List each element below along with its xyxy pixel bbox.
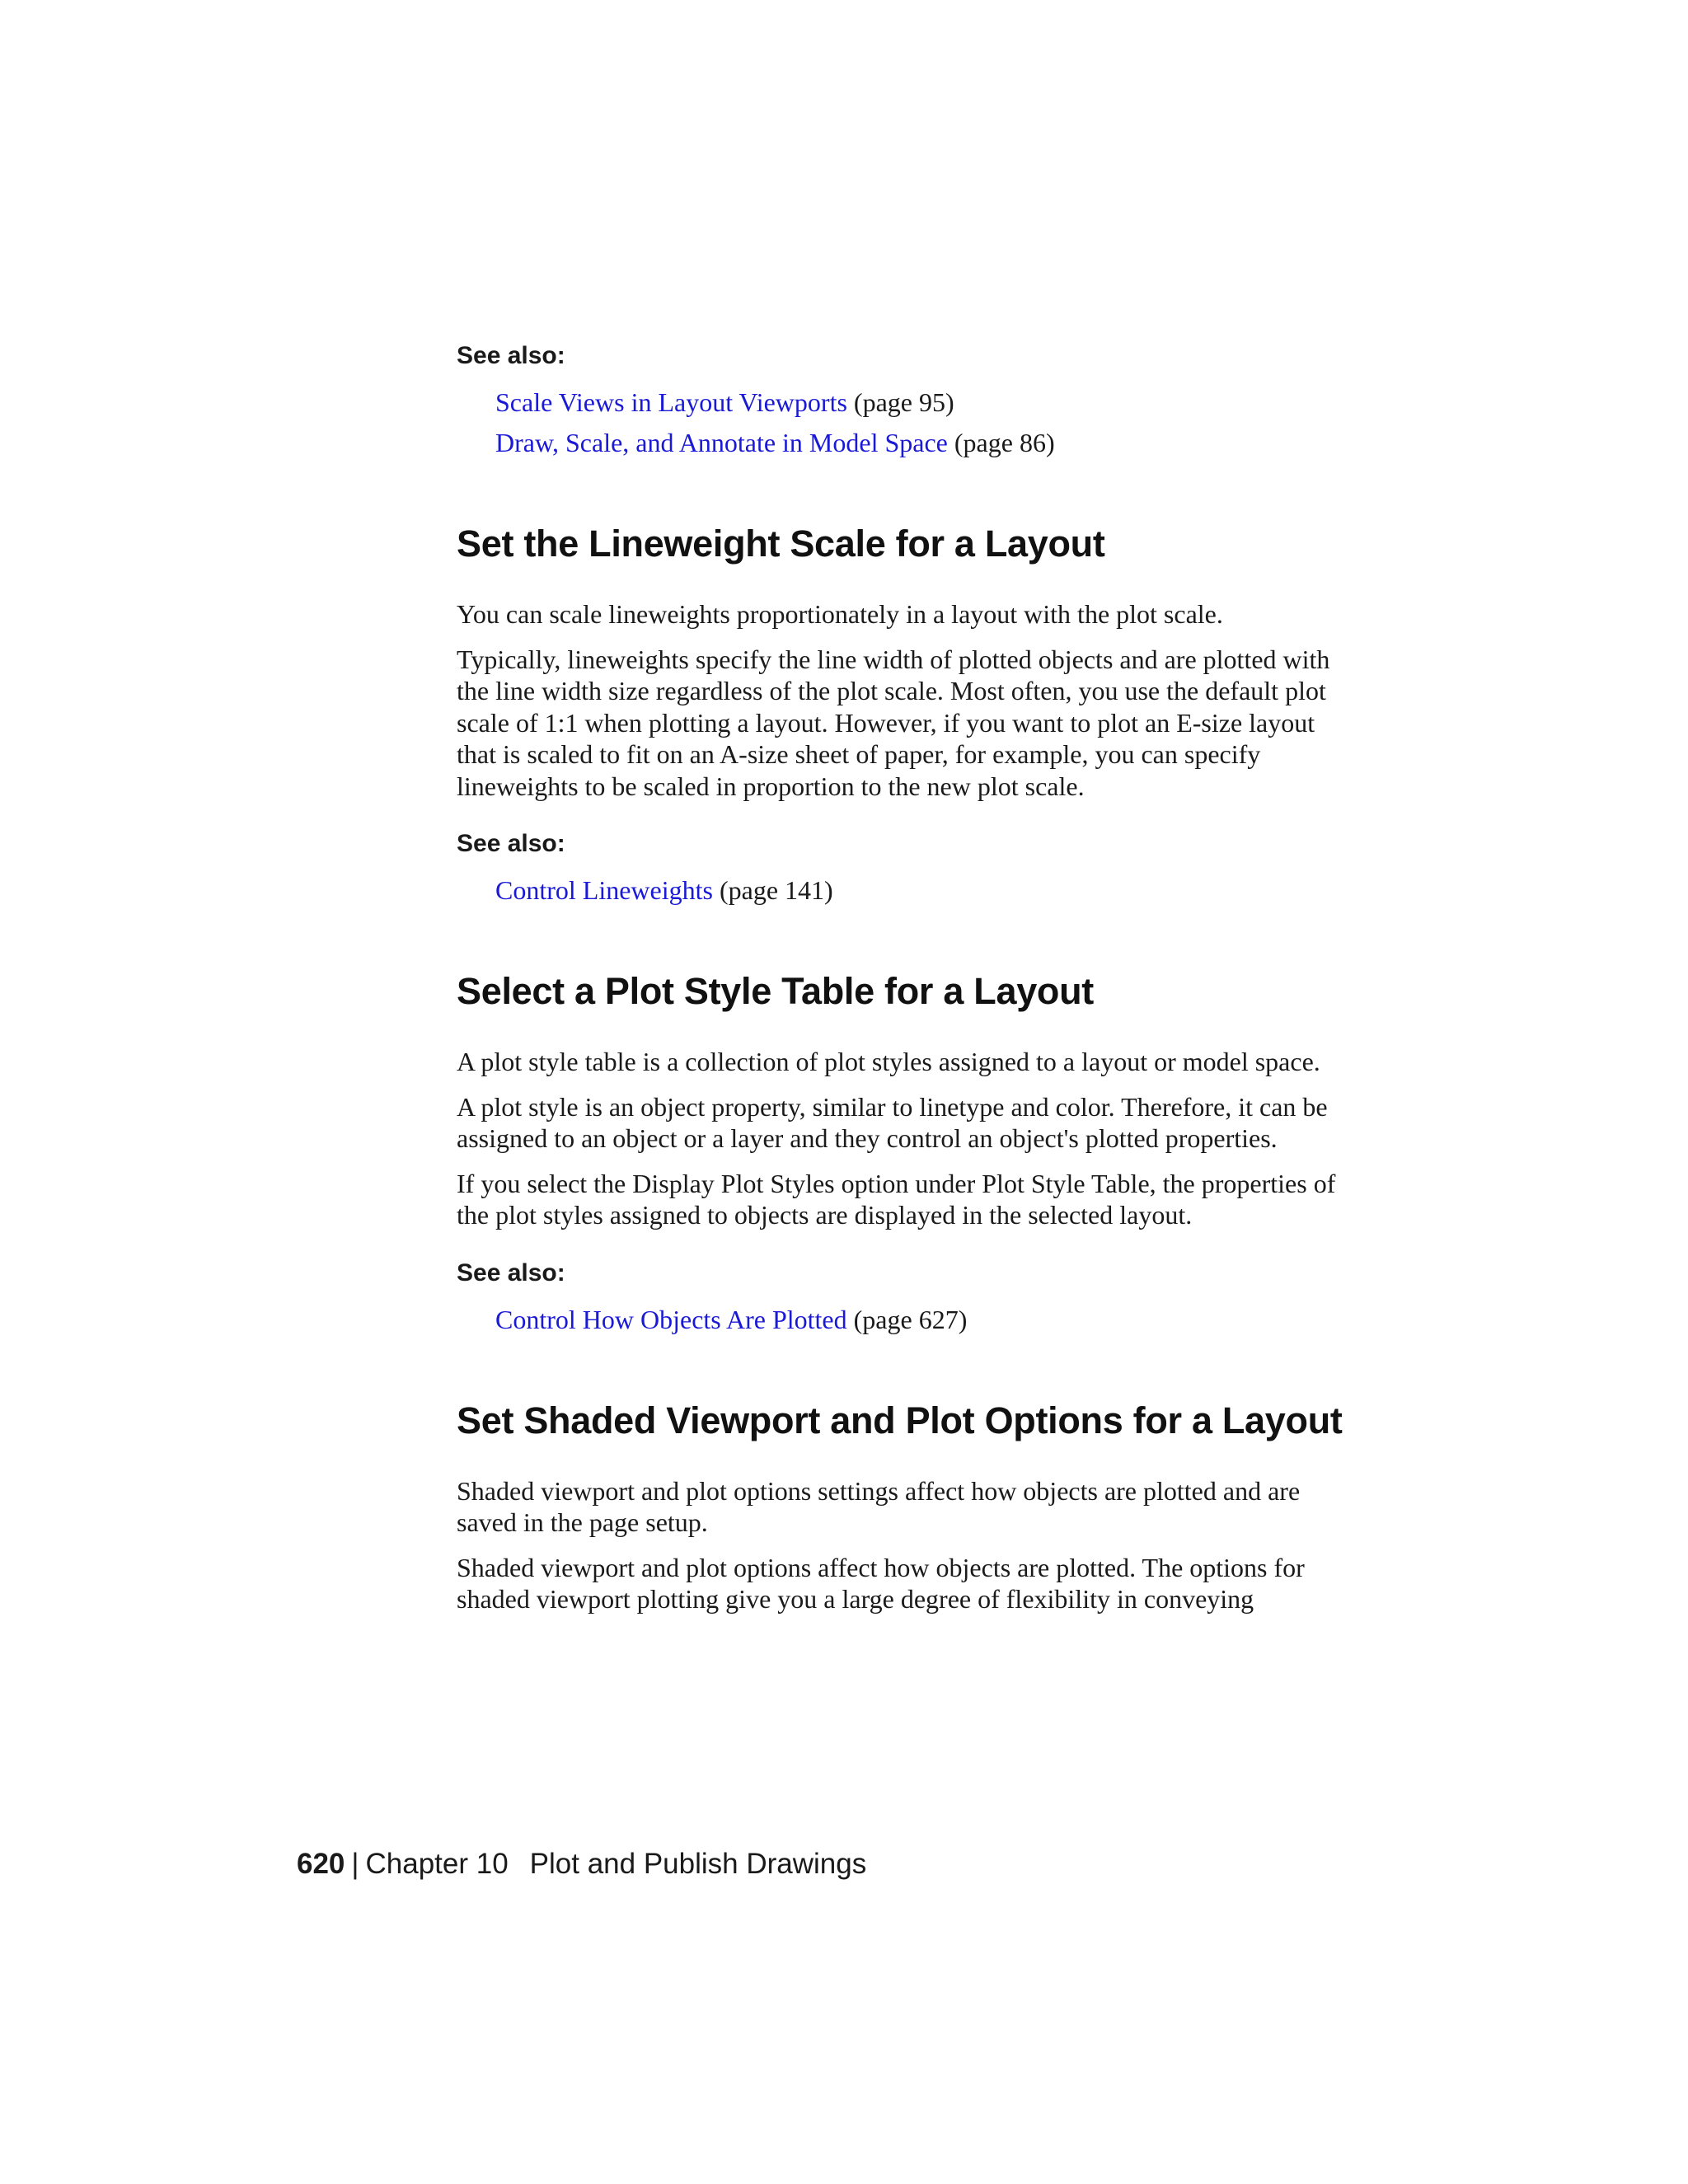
reference-item — [495, 1300, 1355, 1340]
link-control-how-objects-are-plotted[interactable]: Control How Objects Are Plotted — [495, 1304, 847, 1334]
reference-item — [495, 382, 1355, 423]
page-reference: (page 141) — [719, 875, 833, 905]
page-reference: (page 95) — [853, 387, 954, 417]
paragraph: Shaded viewport and plot options settings affect how objects are plotted and are saved in the page setup. — [457, 1475, 1301, 1537]
section-title-plot-style-table: Select a Plot Style Table for a Layout — [457, 970, 1094, 1012]
footer-separator: | — [351, 1848, 359, 1880]
page-number: 620 — [297, 1848, 345, 1880]
reference-item — [495, 870, 1355, 911]
link-draw-scale-annotate-model-space[interactable]: Draw, Scale, and Annotate in Model Space — [495, 428, 948, 457]
paragraph: A plot style is an object property, similar to linetype and color. Therefore, it can be assigned to an object or a layer and they control an object's plotted properties. — [457, 1091, 1328, 1153]
section-title-shaded-viewport: Set Shaded Viewport and Plot Options for a Layout — [457, 1399, 1343, 1441]
paragraph: Typically, lineweights specify the line width of plotted objects and are plotted with the line width size regardless of the plot scale. Most often, you use the default plot scale of 1:1 when plotting a layout. However, if you want to plot an E-size layout that is scaled to fit on an A-size sheet of paper, for example, you can specify lineweights to be scaled in proportion to the new plot scale. — [457, 644, 1330, 801]
paragraph: If you select the Display Plot Styles option under Plot Style Table, the properties of the plot styles assigned to objects are displayed in the selected layout. — [457, 1168, 1336, 1230]
paragraph: You can scale lineweights proportionately in a layout with the plot scale. — [457, 599, 1223, 629]
chapter-title: Plot and Publish Drawings — [529, 1848, 867, 1880]
page-reference: (page 86) — [954, 428, 1055, 457]
link-scale-views-in-layout-viewports[interactable]: Scale Views in Layout Viewports — [495, 387, 847, 417]
reference-item — [495, 423, 1355, 463]
paragraph: A plot style table is a collection of plot styles assigned to a layout or model space. — [457, 1047, 1320, 1076]
see-also-block-3 — [457, 1255, 1355, 1340]
reference-list — [495, 1300, 1355, 1340]
see-also-label: See also: — [457, 342, 565, 369]
reference-list — [495, 870, 1355, 911]
page-footer — [297, 1846, 866, 1882]
see-also-label: See also: — [457, 1258, 565, 1286]
see-also-block-2 — [457, 826, 1355, 911]
page-content — [457, 338, 1355, 1615]
page-reference: (page 627) — [853, 1304, 968, 1334]
see-also-block-1 — [457, 338, 1355, 463]
see-also-label: See also: — [457, 830, 565, 857]
reference-list — [495, 382, 1355, 463]
paragraph: Shaded viewport and plot options affect how objects are plotted. The options for shaded viewport plotting give you a large degree of flexibility in conveying — [457, 1552, 1305, 1614]
link-control-lineweights[interactable]: Control Lineweights — [495, 875, 713, 905]
chapter-label: Chapter 10 — [365, 1848, 509, 1880]
section-title-lineweight-scale: Set the Lineweight Scale for a Layout — [457, 523, 1105, 565]
